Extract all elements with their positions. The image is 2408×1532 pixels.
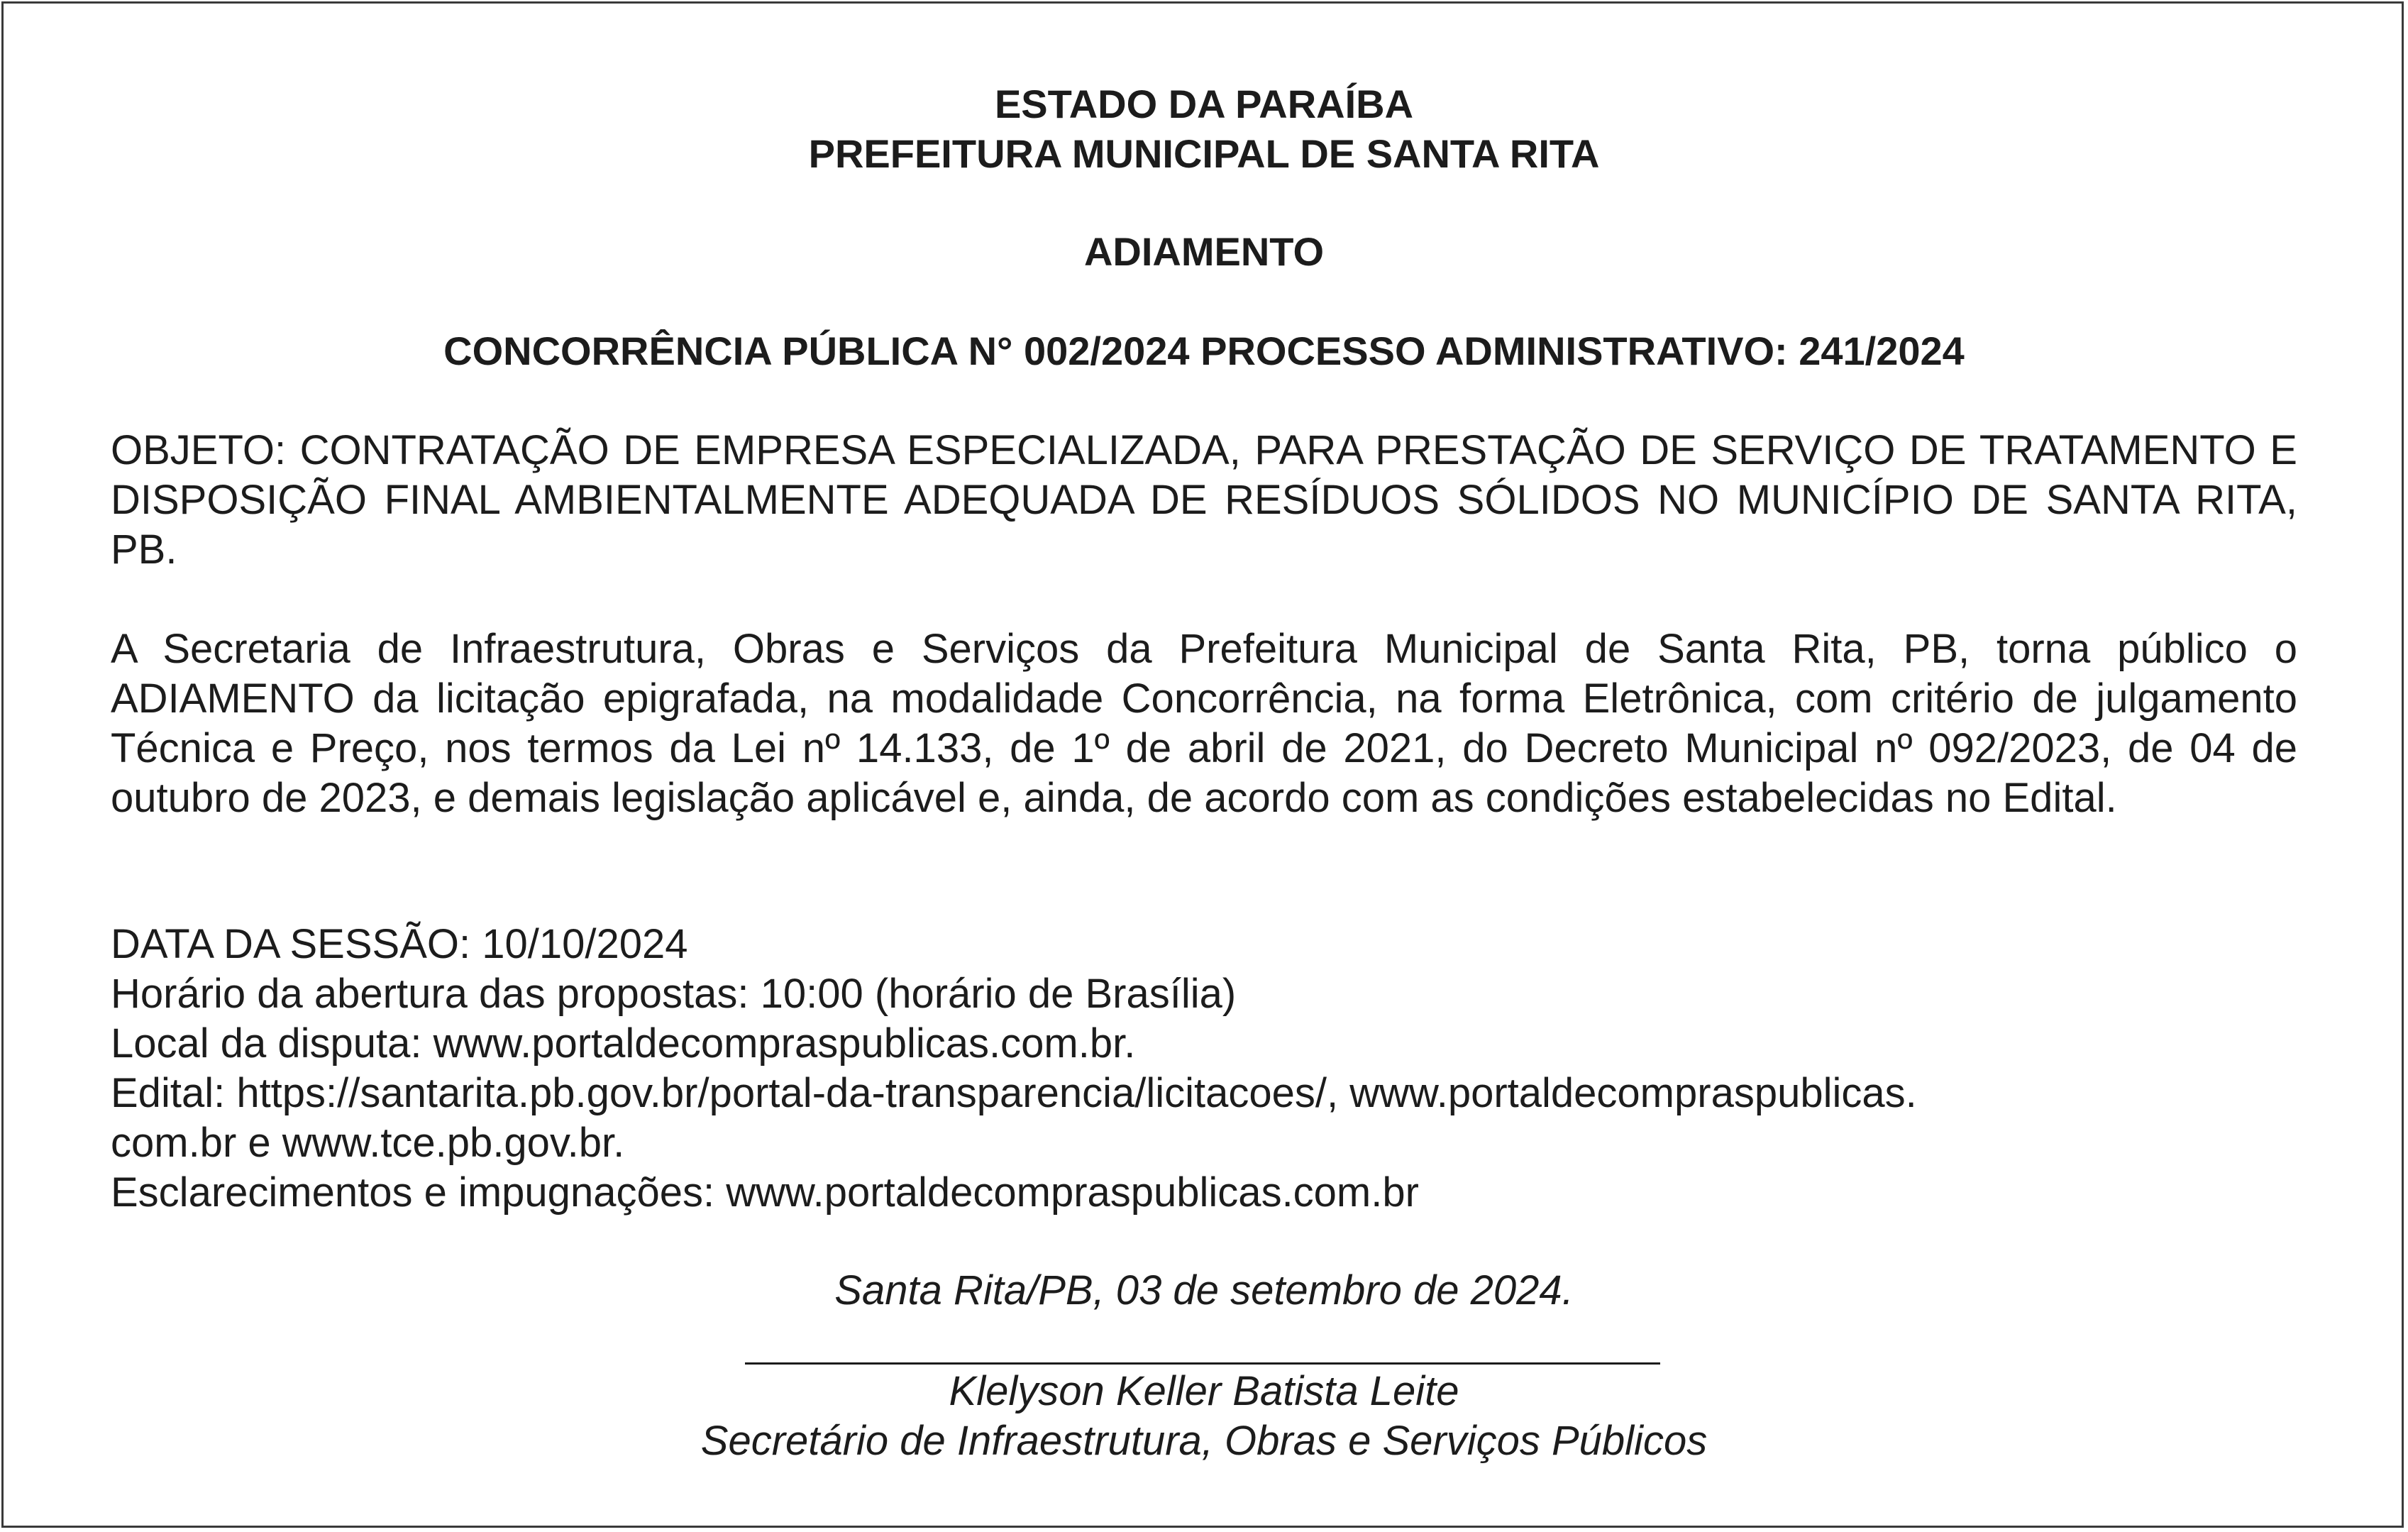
announcement-paragraph: A Secretaria de Infraestrutura, Obras e Serviços da Prefeitura Municipal de Santa Rita, PB, torna público o ADIAMENTO da licitação epigrafada, na modalidade Concorrência, na forma Eletrônica, com critério de julgamento Técnica e Preço, nos termos da Lei nº 14.133, de 1º de abril de 2021, do Decreto Municipal nº 092/2023, de 04 de outubro de 2023, e demais legislação aplicável e, ainda, de acordo com as condições estabelecidas no Edital. [111, 626, 2297, 821]
session-date: DATA DA SESSÃO: 10/10/2024 [111, 921, 688, 967]
details-list [111, 920, 2310, 1218]
dispute-location: Local da disputa: www.portaldecompraspublicas.com.br. [111, 1020, 1136, 1067]
clarifications: Esclarecimentos e impugnações: www.portaldecompraspublicas.com.br [111, 1169, 1419, 1216]
tender-reference-heading: CONCORRÊNCIA PÚBLICA N° 002/2024 PROCESSO ADMINISTRATIVO: 241/2024 [443, 329, 1965, 373]
place-date: Santa Rita/PB, 03 de setembro de 2024. [834, 1267, 1574, 1313]
objeto-paragraph: OBJETO: CONTRATAÇÃO DE EMPRESA ESPECIALIZADA, PARA PRESTAÇÃO DE SERVIÇO DE TRATAMENTO E DISPOSIÇÃO FINAL AMBIENTALMENTE ADEQUADA DE RESÍDUOS SÓLIDOS NO MUNICÍPIO DE SANTA RITA, PB. [111, 427, 2297, 573]
signer-title: Secretário de Infraestrutura, Obras e Serviços Públicos [700, 1418, 1708, 1464]
signer-name: Klelyson Keller Batista Leite [949, 1368, 1459, 1414]
edital-line-1: Edital: https://santarita.pb.gov.br/portal-da-transparencia/licitacoes/, www.portaldecompraspublicas. [111, 1070, 1917, 1116]
municipality-heading: PREFEITURA MUNICIPAL DE SANTA RITA [808, 131, 1600, 176]
state-heading: ESTADO DA PARAÍBA [994, 82, 1414, 126]
notice-type-heading: ADIAMENTO [1083, 229, 1325, 274]
opening-time: Horário da abertura das propostas: 10:00 (horário de Brasília) [111, 971, 1237, 1017]
signature-line [745, 1362, 1660, 1365]
edital-line-2: com.br e www.tce.pb.gov.br. [111, 1120, 625, 1166]
